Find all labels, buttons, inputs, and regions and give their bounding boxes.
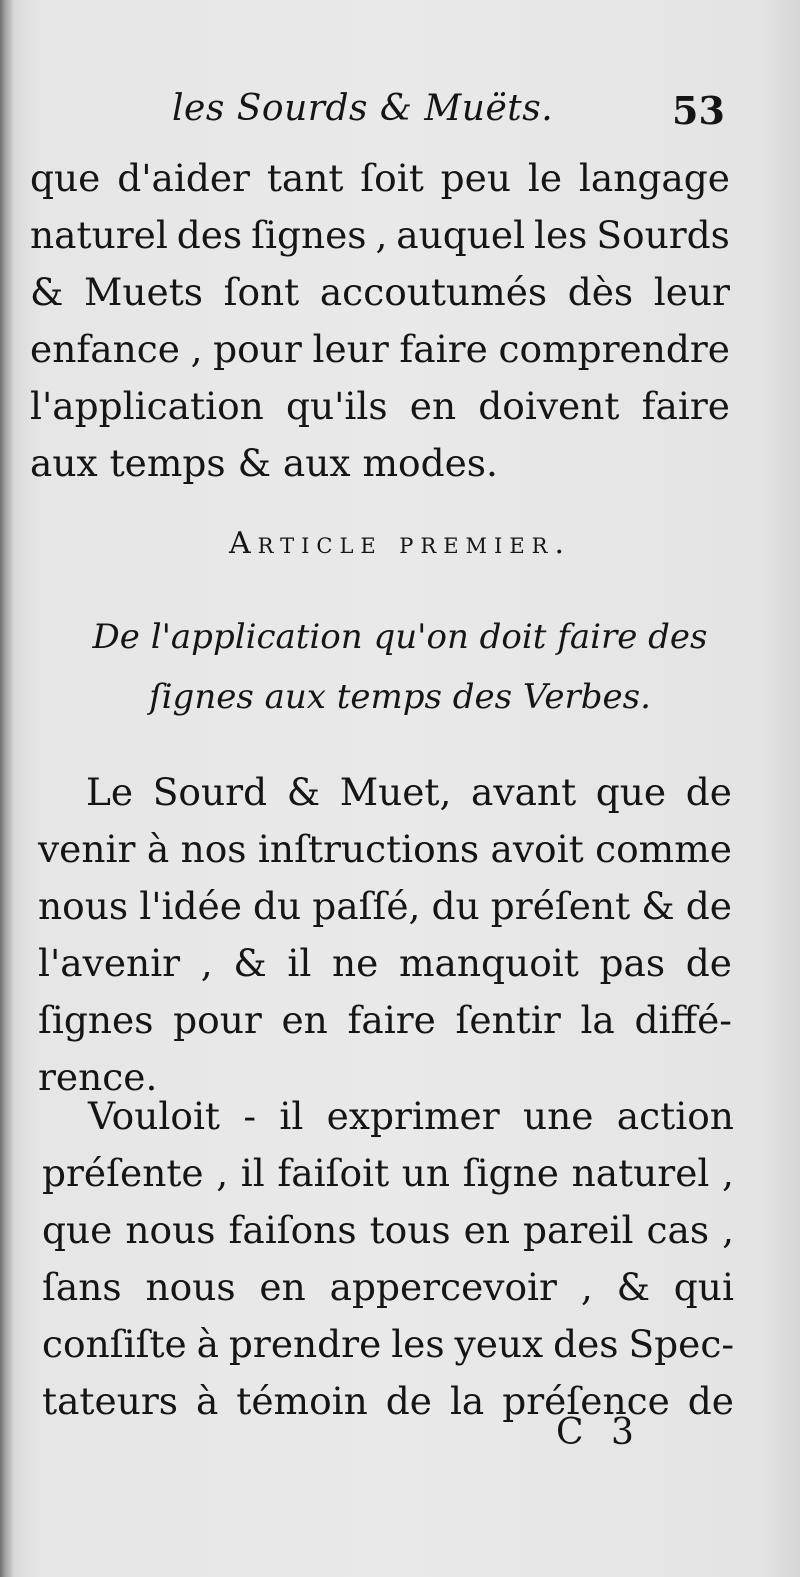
word: pareil bbox=[522, 1208, 634, 1252]
word: avoit bbox=[490, 827, 584, 871]
word: ſans bbox=[42, 1265, 122, 1309]
word: de bbox=[385, 1379, 432, 1423]
word: des bbox=[553, 1322, 619, 1366]
text-line bbox=[42, 1145, 734, 1202]
word: pour bbox=[173, 998, 262, 1042]
word: le bbox=[527, 156, 563, 200]
word: langage bbox=[578, 156, 730, 200]
word: comprendre bbox=[498, 327, 730, 371]
word: accoutumés bbox=[319, 270, 548, 314]
word: ſentir bbox=[455, 998, 561, 1042]
paragraph-3 bbox=[42, 1088, 734, 1430]
word: témoin bbox=[236, 1379, 368, 1423]
page-number: 53 bbox=[672, 88, 725, 133]
word: , bbox=[722, 1151, 734, 1195]
word: Sourds bbox=[596, 213, 730, 257]
word: Muets bbox=[83, 270, 204, 314]
text-line bbox=[30, 378, 730, 435]
word: auquel bbox=[396, 213, 526, 257]
word: nous bbox=[145, 1265, 236, 1309]
word: & bbox=[616, 1265, 650, 1309]
word: à bbox=[146, 827, 170, 871]
word: que bbox=[30, 156, 101, 200]
word: peu bbox=[440, 156, 512, 200]
word: la bbox=[449, 1379, 485, 1423]
word: il bbox=[287, 941, 312, 985]
word: les bbox=[534, 213, 588, 257]
article-subheading-line-1: De l'application qu'on doit faire des bbox=[92, 617, 708, 657]
word: la bbox=[580, 998, 615, 1042]
article-subheading-line-2: ſignes aux temps des Verbes. bbox=[149, 677, 651, 717]
word: faire bbox=[347, 998, 436, 1042]
word: un bbox=[401, 1151, 451, 1195]
word: tous bbox=[369, 1208, 451, 1252]
word: ſigne bbox=[462, 1151, 559, 1195]
word: , bbox=[200, 941, 213, 985]
text-line bbox=[30, 150, 730, 207]
word: ſoit bbox=[360, 156, 424, 200]
word: comme bbox=[595, 827, 732, 871]
word: que bbox=[42, 1208, 113, 1252]
word: & bbox=[233, 941, 267, 985]
word: l'idée bbox=[139, 884, 242, 928]
text-line bbox=[38, 821, 732, 878]
word: conſiſte bbox=[42, 1322, 187, 1366]
word: ſignes bbox=[38, 998, 154, 1042]
word: manquoit bbox=[398, 941, 579, 985]
word: leur bbox=[653, 270, 730, 314]
word: ne bbox=[331, 941, 379, 985]
text-line bbox=[38, 935, 732, 992]
word: préſente bbox=[42, 1151, 204, 1195]
word: yeux bbox=[454, 1322, 544, 1366]
word: faiſons bbox=[228, 1208, 357, 1252]
word: nos bbox=[180, 827, 247, 871]
article-heading: Article premier. bbox=[228, 526, 572, 561]
word: cas bbox=[646, 1208, 710, 1252]
word: dès bbox=[567, 270, 634, 314]
word: il bbox=[279, 1094, 304, 1138]
text-line: rence. bbox=[38, 1055, 158, 1099]
word: pas bbox=[599, 941, 666, 985]
word: & bbox=[30, 270, 64, 314]
word: qui bbox=[673, 1265, 734, 1309]
paragraph-1 bbox=[30, 150, 730, 492]
word: naturel bbox=[571, 1151, 710, 1195]
word: doivent bbox=[478, 384, 620, 428]
word: du bbox=[252, 884, 302, 928]
word: & bbox=[641, 884, 675, 928]
text-line bbox=[42, 1316, 734, 1373]
word: nous bbox=[125, 1208, 216, 1252]
word: , bbox=[375, 213, 388, 257]
word: préſence bbox=[502, 1379, 670, 1423]
signature-mark: C 3 bbox=[556, 1412, 642, 1453]
word: faire bbox=[399, 327, 488, 371]
word: tateurs bbox=[42, 1379, 179, 1423]
word: diffé- bbox=[634, 998, 732, 1042]
word: pour bbox=[213, 327, 302, 371]
word: & bbox=[286, 770, 321, 814]
text-line bbox=[42, 1259, 734, 1316]
word: du bbox=[431, 884, 480, 928]
word: , bbox=[580, 1265, 593, 1309]
word: Sourd bbox=[152, 770, 268, 814]
word: venir bbox=[38, 827, 136, 871]
word: Spec- bbox=[628, 1322, 734, 1366]
word: faire bbox=[641, 384, 730, 428]
word: de bbox=[685, 770, 732, 814]
word: prendre bbox=[228, 1322, 382, 1366]
word: , bbox=[190, 327, 203, 371]
word: en bbox=[409, 384, 457, 428]
word: Muet, bbox=[339, 770, 452, 814]
word: , bbox=[722, 1208, 734, 1252]
gutter-shadow bbox=[0, 0, 14, 1577]
word: l'avenir bbox=[38, 941, 181, 985]
word: que bbox=[595, 770, 667, 814]
word: ſont bbox=[223, 270, 300, 314]
text-line bbox=[42, 1088, 734, 1145]
word: à bbox=[196, 1322, 219, 1366]
running-head bbox=[0, 88, 800, 138]
word: qu'ils bbox=[285, 384, 388, 428]
word: préſent bbox=[490, 884, 631, 928]
word: exprimer bbox=[326, 1094, 500, 1138]
text-line bbox=[30, 264, 730, 321]
word: l'application bbox=[30, 384, 264, 428]
text-line: aux temps & aux modes. bbox=[30, 441, 498, 485]
word: une bbox=[522, 1094, 594, 1138]
word: inſtructions bbox=[257, 827, 480, 871]
word: en bbox=[259, 1265, 306, 1309]
word: Le bbox=[86, 770, 134, 814]
word: leur bbox=[312, 327, 389, 371]
word: naturel bbox=[30, 213, 168, 257]
word: faiſoit bbox=[277, 1151, 390, 1195]
word: de bbox=[685, 884, 732, 928]
text-line bbox=[42, 1202, 734, 1259]
word: d'aider bbox=[117, 156, 250, 200]
text-line bbox=[38, 764, 732, 821]
word: nous bbox=[38, 884, 129, 928]
word: de bbox=[685, 941, 732, 985]
word: des bbox=[176, 213, 243, 257]
word: avant bbox=[471, 770, 577, 814]
word: en bbox=[281, 998, 328, 1042]
word: ſignes bbox=[251, 213, 367, 257]
word: paſſé, bbox=[312, 884, 421, 928]
text-line bbox=[30, 321, 730, 378]
word: Vouloit bbox=[88, 1094, 221, 1138]
running-title: les Sourds & Muëts. bbox=[172, 88, 554, 129]
word: de bbox=[687, 1379, 734, 1423]
word: tant bbox=[266, 156, 344, 200]
word: à bbox=[195, 1379, 219, 1423]
text-line bbox=[30, 207, 730, 264]
word: les bbox=[391, 1322, 445, 1366]
word: action bbox=[616, 1094, 734, 1138]
word: enfance bbox=[30, 327, 180, 371]
word: en bbox=[463, 1208, 510, 1252]
paragraph-2 bbox=[38, 764, 732, 1106]
word: appercevoir bbox=[329, 1265, 557, 1309]
word: il bbox=[240, 1151, 265, 1195]
text-line bbox=[38, 878, 732, 935]
word: , bbox=[216, 1151, 229, 1195]
text-line bbox=[38, 992, 732, 1049]
word: - bbox=[243, 1094, 257, 1138]
